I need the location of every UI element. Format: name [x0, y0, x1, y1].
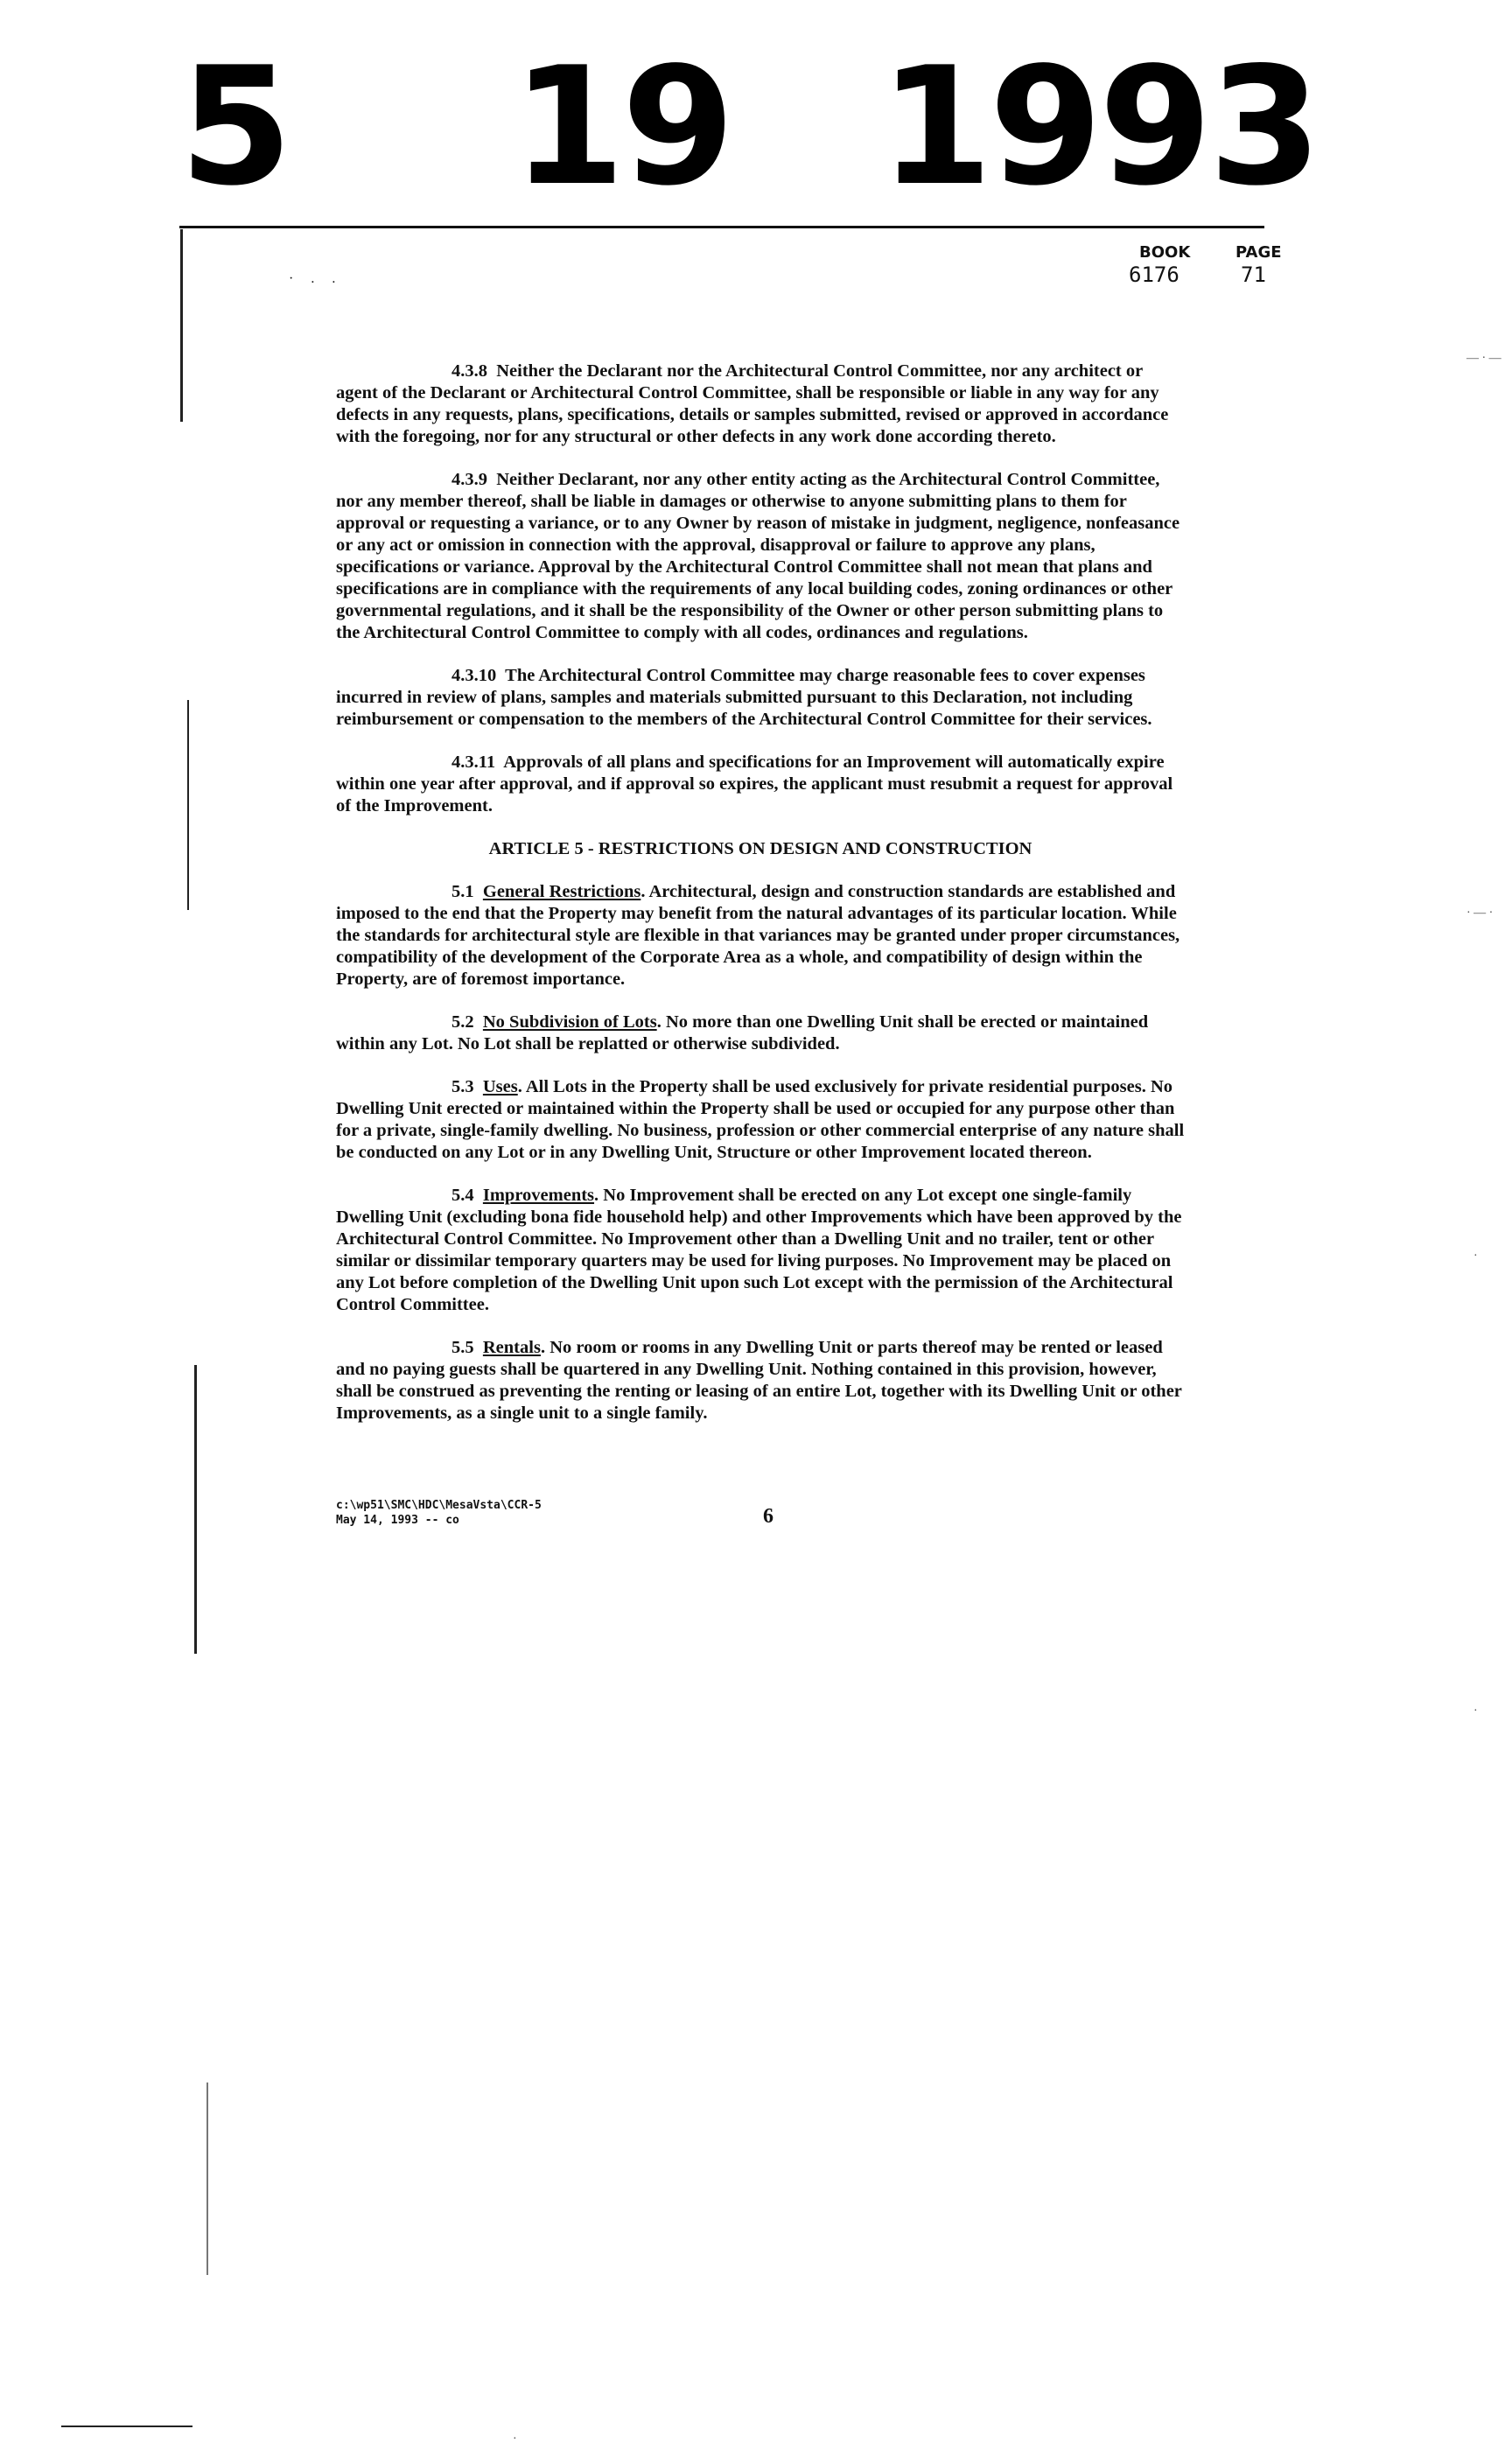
section-title: Uses: [482, 1077, 518, 1096]
book-number: 6176: [1129, 262, 1180, 287]
section-text: Neither Declarant, nor any other entity acting as the Architectural Control Committee, nor any member thereof, shall be liable in damages or otherwise to anyone submitting plans to them for approval or requesting a variance, or to any Owner by reason of mistake in judgment, negligence, nonfeasance or any act or omission in connection with the approval, disapproval or failure to approve any plans, specifications or variance. Approval by the Architectural Control Committee shall not mean that plans and specifications are in compliance with the requirements of any local building codes, zoning ordinances or other governmental regulations, and it shall be the responsibility of the Owner or other person submitting plans to the Architectural Control Committee to comply with all codes, ordinances and regulations.: [336, 470, 1180, 642]
scan-margin-mark: ·: [1474, 1704, 1478, 1718]
section-4-3-10: [336, 665, 1185, 731]
section-number: 4.3.8: [452, 361, 487, 381]
section-5-4: [336, 1185, 1185, 1316]
section-number: 4.3.11: [452, 752, 496, 772]
stamp-underline: [179, 226, 1264, 228]
section-number: 4.3.9: [452, 470, 487, 489]
section-text: . All Lots in the Property shall be used exclusively for private residential purposes. No Dwelling Unit erected or maintained within the Property shall be used or occupied for any purpose other than for a private, single-family dwelling. No business, profession or other commercial enterprise of any nature shall be conducted on any Lot or in any Dwelling Unit, Structure or other Improvement located thereon.: [336, 1077, 1185, 1162]
section-text: Approvals of all plans and specifications for an Improvement will automatically expire within one year after approval, and if approval so expires, the applicant must resubmit a request for approval of the Improvement.: [336, 752, 1173, 816]
section-text: . No room or rooms in any Dwelling Unit or parts thereof may be rented or leased and no paying guests shall be quartered in any Dwelling Unit. Nothing contained in this provision, however, shall be construed as preventing the renting or leasing of an entire Lot, together with its Dwelling Unit or other Improvements, as a single unit to a single family.: [336, 1338, 1182, 1423]
scan-margin-mark: ·: [513, 2432, 517, 2446]
section-4-3-9: [336, 469, 1185, 644]
section-text: . No more than one Dwelling Unit shall be erected or maintained within any Lot. No Lot shall be replatted or otherwise subdivided.: [336, 1012, 1149, 1054]
section-title: Improvements: [482, 1186, 595, 1205]
scan-left-edge-line: [194, 1365, 197, 1654]
section-title: No Subdivision of Lots: [482, 1012, 657, 1032]
book-label: BOOK: [1139, 243, 1191, 262]
section-text: . No Improvement shall be erected on any Lot except one single-family Dwelling Unit (excluding bona fide household help) and other Improvements which have been approved by the Architectural Control Committee. No Improvement other than a Dwelling Unit and no trailer, tent or other similar or dissimilar temporary quarters may be used for living purposes. No Improvement may be placed on any Lot before completion of the Dwelling Unit upon such Lot except with the permission of the Architectural Control Committee.: [336, 1186, 1182, 1314]
document-body: [336, 360, 1185, 1446]
section-5-1: [336, 881, 1185, 990]
section-5-3: [336, 1076, 1185, 1164]
scan-left-edge-line: [180, 229, 183, 422]
section-number: 5.5: [452, 1338, 474, 1357]
section-text: Neither the Declarant nor the Architectural Control Committee, nor any architect or agent of the Declarant or Architectural Control Committee, shall be responsible or liable in any way for any defects in any requests, plans, specifications, details or samples submitted, revised or approved in accordance with the foregoing, nor for any structural or other defects in any work done according thereto.: [336, 361, 1169, 446]
page-label: PAGE: [1236, 243, 1282, 262]
section-4-3-11: [336, 752, 1185, 817]
section-number: 5.4: [452, 1186, 474, 1205]
scan-margin-mark: ·: [1474, 1250, 1478, 1263]
section-4-3-8: [336, 360, 1185, 448]
file-date: May 14, 1993 -- co: [336, 1514, 459, 1527]
file-path-footer: [336, 1498, 542, 1528]
section-number: 5.1: [452, 882, 474, 901]
page-number: 6: [763, 1505, 774, 1528]
section-5-5: [336, 1337, 1185, 1424]
article-heading: ARTICLE 5 - RESTRICTIONS ON DESIGN AND CONSTRUCTION: [488, 839, 1032, 858]
margin-ticks: · . .: [289, 271, 343, 286]
section-number: 4.3.10: [452, 666, 497, 685]
stamp-year: 1993: [879, 32, 1319, 221]
scan-left-edge-line: [187, 700, 189, 910]
section-title: General Restrictions: [482, 882, 641, 901]
scan-margin-mark: · — ·: [1466, 906, 1494, 920]
scan-margin-mark: — · —: [1466, 352, 1502, 365]
section-text: The Architectural Control Committee may charge reasonable fees to cover expenses incurred in review of plans, samples and materials submitted pursuant to this Declaration, not including reimbursement or compensation to the members of the Architectural Control Committee for their services.: [336, 666, 1152, 729]
section-number: 5.2: [452, 1012, 474, 1032]
section-title: Rentals: [482, 1338, 541, 1357]
section-number: 5.3: [452, 1077, 474, 1096]
section-5-2: [336, 1012, 1185, 1055]
section-text: . Architectural, design and construction standards are established and imposed to the end that the Property may benefit from the natural advantages of its particular location. While the standards for architectural style are flexible in that variances may be granted under proper circumstances, compatibility of the development of the Corporate Area as a whole, and compatibility of design within the Property, are of foremost importance.: [336, 882, 1180, 989]
stamp-month: 5: [179, 32, 290, 221]
scan-margin-mark: [206, 2082, 208, 2275]
scan-bottom-edge-line: [61, 2426, 192, 2427]
stamp-day: 19: [512, 32, 732, 221]
page-number-ref: 71: [1241, 262, 1266, 287]
file-path: c:\wp51\SMC\HDC\MesaVsta\CCR-5: [336, 1499, 542, 1512]
